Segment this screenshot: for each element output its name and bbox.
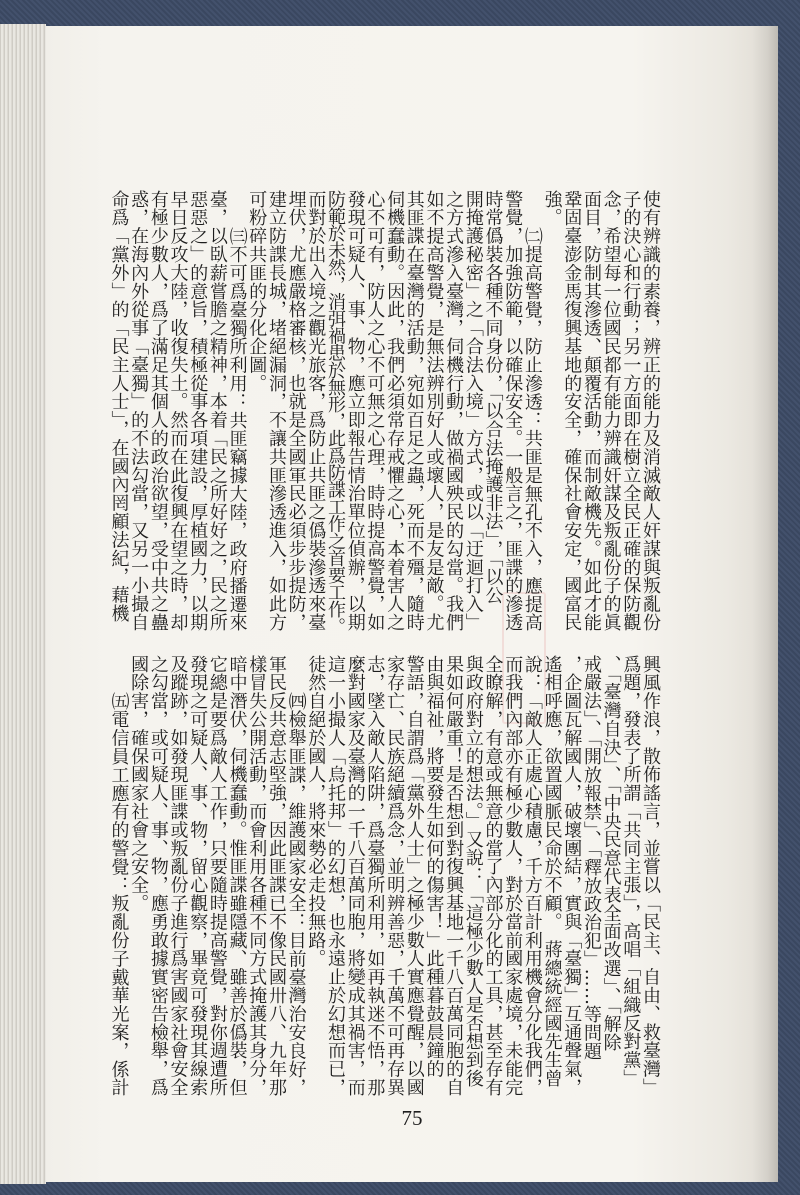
text-column: 志，墜入敵人陷阱，爲臺獨所利用，如再執迷不悟，那 <box>364 655 386 1097</box>
text-column: 果如何嚴重！是否想到對復興基地一千八百萬同胞的自 <box>443 655 465 1097</box>
text-column: 其匪諜在臺灣的活動，宛如百足之蟲，死而不殭，隨時 <box>403 190 425 632</box>
section-heading-column: ㈤電信員工應有的警覺：叛亂份子戴華光案，係計 <box>108 692 130 1097</box>
text-column: 埋伏，尤應嚴格審核，也就是全國軍民必須步步提防， <box>285 190 307 632</box>
text-column: 這一小撮人「烏托邦」的幻想，也永遠止於幻想而已， <box>325 655 346 1097</box>
text-column: 念，希望每一位國民都有能力辨識奸謀及叛亂份子的眞 <box>600 190 622 632</box>
text-column: 面目，防制其滲透、顛覆活動，而制敵機先。如此才能 <box>580 190 602 632</box>
text-column: 可粉碎共匪的分化企圖。 <box>246 190 268 393</box>
text-column: 之勾當，或可疑人、事、物，應勇敢據實密告檢舉，爲 <box>147 655 169 1097</box>
text-column: 強。 <box>541 190 563 227</box>
text-column: 戒嚴法」、「開放報禁」、「釋放政治犯」……等問題 <box>580 655 602 1061</box>
text-column: 惡惡之」的意旨，積極從事各項建設，厚植國力，以期 <box>187 190 209 632</box>
text-column: 家存亡、民族絕續爲念，並明辨善惡，千萬不可再存異 <box>384 655 406 1097</box>
text-column: 鞏固臺澎金馬復興基地的安全，確保社會安定，國富民 <box>561 190 583 632</box>
text-column: 發現可疑人、事、物，應立即報告情治單位偵辦，以期 <box>344 190 366 632</box>
upper-text-block <box>108 190 660 636</box>
text-column: 伺機蠢動。因此，我們必須常存戒懼之心，本着害人之 <box>384 190 406 632</box>
text-column: 由與福祉，將要發生如何的傷害！」此種暮鼓晨鐘的 <box>423 655 445 1079</box>
text-column: 徒然自絕於國人，將來勢必走投無路。 <box>305 655 327 968</box>
text-column: 說：「敵人正處心積慮，千方百計利用機會分化我們， <box>521 655 543 1097</box>
text-column: 與政府對立的想法。」又說：「這極少數人是否想到後 <box>462 655 484 1088</box>
text-column: 時常僞裝各種不同身份，「以合法掩護非法」，「以公 <box>482 190 504 605</box>
text-column: 它總是要爲敵人工作，只要隨時提高警覺，對你週遭所 <box>206 655 228 1097</box>
text-column: 子的決心和行動；另一方面即在樹立全民正確的保防觀 <box>620 190 642 632</box>
page-number: 75 <box>401 1106 423 1130</box>
section-heading-column: ㈡提高警覺，防止滲透：共匪是無孔不入，應提高 <box>521 227 543 632</box>
text-column: 而對於出入境之觀光旅客，爲防止共匪之僞裝滲透來臺 <box>305 190 327 632</box>
text-column: 、「臺灣自決」、「中央民意代表全面改選」、「解除 <box>600 655 622 1052</box>
text-column: 而我們內部亦有極少數人，對於當前國家處境，未能完 <box>502 655 524 1097</box>
text-column: 發現之可疑人、事、物，留心觀察，畢竟可發現其線索 <box>187 655 209 1097</box>
text-column: 防範於未然，消弭禍患於無形，此爲防諜工作之首要工作。 <box>325 190 346 635</box>
text-column: 惑，在海內外從事「臺獨」的不法勾當，又另一小撮自 <box>128 190 150 632</box>
text-column: 開掩護秘密」之「合法入境」方式，或以「迂迴打入」 <box>462 190 484 632</box>
text-column: 全瞭解，有意或無意的當了內部分化的工具，甚至存有 <box>482 655 504 1097</box>
text-column: 警語，自謂爲「黨外人士」之極少數人實應覺醒，以國 <box>403 655 425 1097</box>
text-column: 興風作浪，散佈謠言，並嘗以「民主、自由、救臺灣」 <box>640 655 661 1097</box>
text-column: 命爲「黨外」的「民主人士」，在國內罔顧法紀，藉機 <box>108 190 130 623</box>
text-column: 警覺，加強防範，以確保安全。一般言之，匪諜的滲透 <box>502 190 524 632</box>
text-column: 使有辨識的素養，辨正的能力及消滅敵人奸謀與叛亂份 <box>640 190 661 632</box>
text-column: 早日反攻大陸，收復失土。然而在此復興在望之時，却 <box>167 190 189 632</box>
text-column: 臺，以臥薪嘗膽之精神，本着「民之所好好之，民之所 <box>206 190 228 632</box>
text-column: 爲題，發表了所謂「共同主張」，高唱「組織反對黨」 <box>620 655 642 1088</box>
stacked-page-edges <box>0 24 46 1184</box>
text-column: 遙相呼應，欲置國脈民命於不顧。 蔣總統經國先生曾 <box>541 655 563 1088</box>
text-column: ，企圖瓦解國人，破壞團結，實與「臺獨」互通聲氣， <box>561 655 583 1097</box>
text-column: 暗中潛伏，伺機蠢動。惟匪諜雖隱藏、雖善於僞裝，但 <box>226 655 248 1097</box>
text-column: 建立防諜長城，堵絕漏洞，不讓共匪滲透進入，如此方 <box>265 190 287 632</box>
lower-text-block <box>108 655 660 1101</box>
section-heading-column: ㈣檢舉匪諜，維護國家安全：目前臺灣治安良好， <box>285 692 307 1097</box>
text-column: 心不可有，防人之心不可無之心理，時時提高警覺，如 <box>364 190 386 632</box>
text-column: 樣冒失公開活動，而會利用各種不同方式掩護其身分， <box>246 655 268 1097</box>
text-column: 麼對國家及臺灣的一千八百萬同胞，將變成其禍害，而 <box>344 655 366 1097</box>
text-column: 國除害，確保國家社會之安全。 <box>128 655 150 913</box>
text-column: 有極少數人，爲了滿足其個人的政治欲望，受中共之蠱 <box>147 190 169 632</box>
binding-gutter-shadow <box>752 26 778 1182</box>
text-column: 之方式滲入臺灣，伺機行動，做禍國殃民的勾當。我們 <box>443 190 465 632</box>
text-column: 如不提高警覺，是無法辨別好人或壞人，是友是敵。尤 <box>423 190 445 632</box>
section-heading-column: ㈢不可爲臺獨所利用：共匪竊據大陸，政府播遷來 <box>226 227 248 632</box>
text-column: 軍民反共意志堅強，因此匪諜已不像民國卅八、九年那 <box>265 655 287 1097</box>
text-column: 及蹤跡，如發現匪諜或叛亂份子進行爲害國家社會安全 <box>167 655 189 1097</box>
